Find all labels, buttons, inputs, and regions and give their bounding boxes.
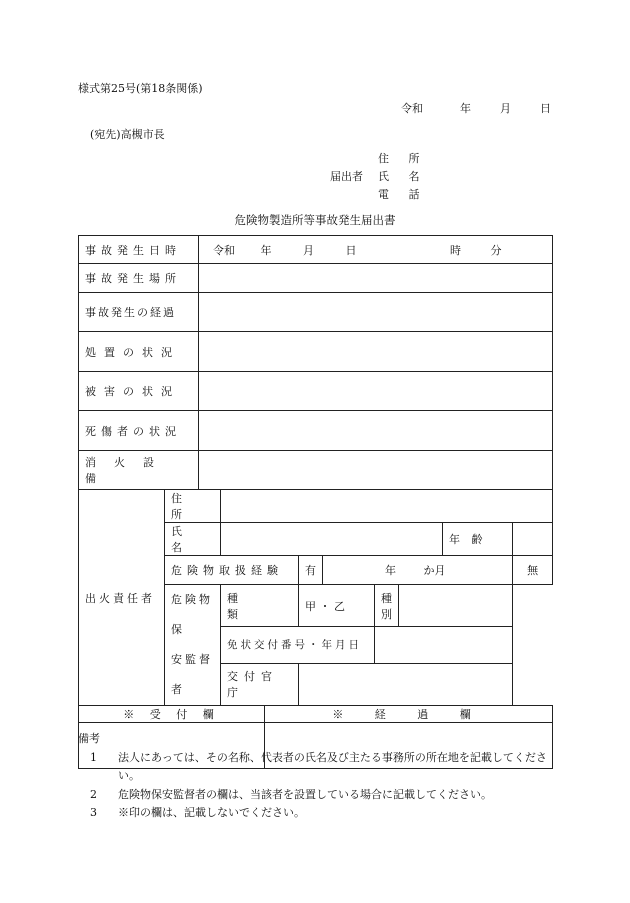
date-day-unit: 日 (540, 102, 551, 115)
exp-months-unit: か月 (423, 564, 446, 577)
note-2-text: 危険物保安監督者の欄は、当該者を設置している場合に記載してください。 (118, 787, 492, 801)
note-1 (78, 749, 558, 786)
casualty-field[interactable] (199, 411, 553, 451)
notes-heading: 備考 (78, 732, 100, 745)
firefighting-field[interactable] (199, 451, 553, 490)
note-3-text: ※印の欄は、記載しないでください。 (118, 806, 305, 820)
exp-yes[interactable]: 有 (299, 556, 323, 585)
resp-name-label: 氏 名 (165, 523, 221, 556)
reporter-name-label: 氏 名 (378, 170, 428, 183)
responsible-label: 出火責任者 (79, 490, 165, 706)
note-3 (78, 804, 558, 823)
occurrence-datetime-label: 事故発生日時 (79, 236, 199, 264)
reporter-block (330, 150, 430, 204)
occ-minute: 分 (490, 243, 502, 257)
reporter-phone-label: 電 話 (378, 188, 428, 201)
supervisor-label-line1: 危険物保 (171, 593, 213, 636)
damage-label: 被害の状況 (79, 372, 199, 411)
firefighting-label: 消火設備 (79, 451, 199, 490)
exp-duration[interactable] (323, 556, 513, 585)
location-label: 事故発生場所 (79, 264, 199, 293)
exp-years-unit: 年 (385, 564, 396, 577)
kind-label: 種 類 (221, 585, 299, 627)
report-table (78, 235, 553, 769)
document-title: 危険物製造所等事故発生届出書 (234, 213, 396, 227)
location-field[interactable] (199, 264, 553, 293)
date-year-unit: 年 (460, 102, 471, 115)
resp-age-field[interactable] (513, 523, 553, 556)
date-month-unit: 月 (500, 102, 511, 115)
measures-label: 処置の状況 (79, 332, 199, 372)
reporter-address-label: 住 所 (378, 152, 428, 165)
occ-era: 令和 (213, 243, 235, 257)
issuer-field[interactable] (299, 663, 513, 705)
reception-header: ※ 受 付 欄 (79, 706, 265, 723)
kind-value[interactable]: 甲 ・ 乙 (299, 585, 375, 627)
progress-field[interactable] (199, 293, 553, 332)
resp-age-label: 年 齢 (443, 523, 513, 556)
issuer-label: 交付官庁 (221, 663, 299, 705)
note-3-number: 3 (90, 806, 97, 820)
note-1-text: 法人にあっては、その名称、代表者の氏名及び主たる事務所の所在地を記載してください。 (118, 750, 547, 783)
occ-month: 月 (303, 243, 314, 257)
form-number: 様式第25号(第18条関係) (78, 82, 203, 95)
measures-field[interactable] (199, 332, 553, 372)
resp-address-field[interactable] (221, 490, 553, 523)
casualty-label: 死傷者の状況 (79, 411, 199, 451)
notes (78, 730, 558, 823)
note-2 (78, 786, 558, 805)
occ-day: 日 (345, 243, 357, 257)
supervisor-label-line2: 安監督者 (171, 653, 213, 696)
occ-hour: 時 (450, 243, 461, 257)
category-label: 種 別 (375, 585, 399, 627)
addressee: (宛先)高槻市長 (90, 128, 165, 141)
category-field[interactable] (399, 585, 513, 627)
reporter-label: 届出者 (330, 170, 363, 183)
resp-address-label: 住 所 (165, 490, 221, 523)
exp-no[interactable]: 無 (513, 556, 553, 585)
occ-year: 年 (260, 243, 272, 257)
note-1-number: 1 (90, 750, 97, 764)
supervisor-label (165, 585, 221, 706)
experience-label: 危険物取扱経験 (165, 556, 299, 585)
date-line (401, 100, 551, 116)
license-label: 免状交付番号・年月日 (221, 627, 375, 664)
note-2-number: 2 (90, 787, 97, 801)
process-header: ※ 経 過 欄 (265, 706, 553, 723)
progress-label: 事故発生の経過 (79, 293, 199, 332)
resp-name-field[interactable] (221, 523, 443, 556)
occurrence-datetime-field[interactable] (199, 236, 553, 264)
license-field[interactable] (375, 627, 513, 664)
date-era: 令和 (401, 102, 423, 115)
damage-field[interactable] (199, 372, 553, 411)
